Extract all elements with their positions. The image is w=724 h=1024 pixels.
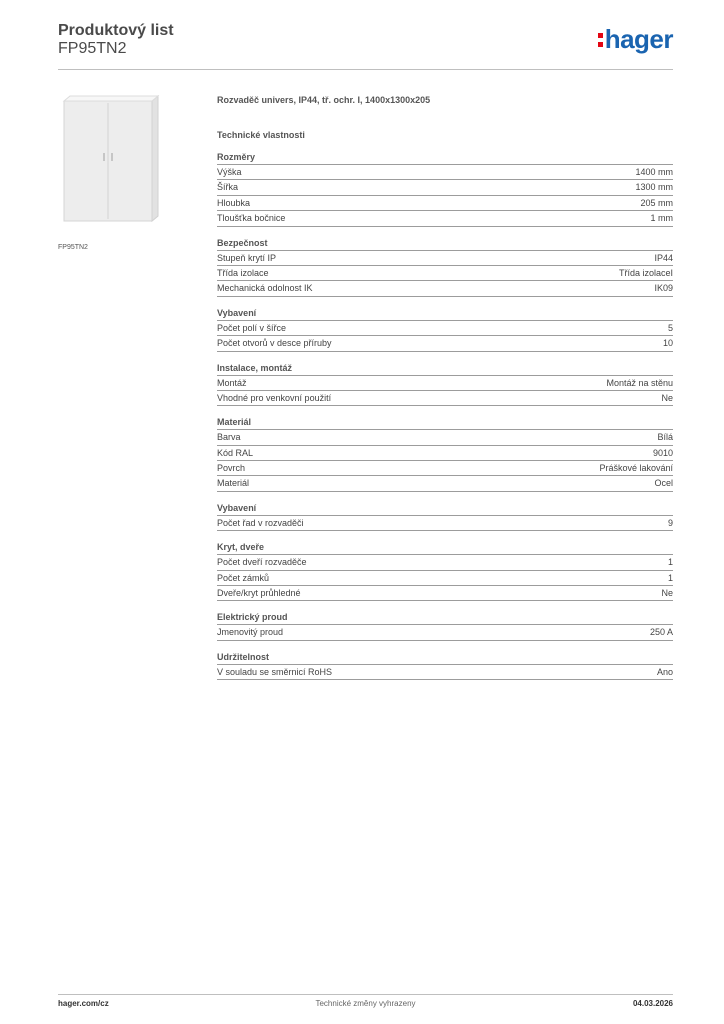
section-title: Instalace, montáž (217, 362, 293, 373)
section-title: Kryt, dveře (217, 542, 265, 553)
spec-value: 205 mm (640, 197, 673, 208)
footer-website: hager.com/cz (58, 999, 109, 1008)
spec-section (217, 541, 673, 601)
spec-label: Počet otvorů v desce příruby (217, 338, 332, 349)
spec-value: 1400 mm (635, 167, 673, 177)
spec-section (217, 611, 673, 640)
hager-logo (598, 26, 673, 52)
spec-row (217, 250, 673, 265)
spec-label: Šířka (217, 182, 239, 193)
spec-value: 9 (667, 517, 673, 528)
spec-row (217, 664, 673, 680)
spec-section (217, 237, 673, 297)
spec-value: 250 A (649, 627, 673, 638)
spec-label: V souladu se směrnicí RoHS (217, 666, 333, 677)
section-title: Elektrický proud (217, 612, 288, 623)
page-header (58, 20, 673, 70)
spec-label: Montáž (217, 377, 247, 388)
spec-label: Třída izolace (217, 267, 269, 278)
spec-row (217, 460, 673, 475)
spec-section (217, 502, 673, 531)
spec-section (217, 151, 673, 227)
logo-dots-icon (598, 33, 603, 47)
spec-value: 9010 (652, 447, 673, 458)
spec-row (217, 429, 673, 444)
product-name: Rozvaděč univers, IP44, tř. ochr. I, 1400x1300x205 (217, 95, 431, 105)
spec-value: Bílá (657, 432, 673, 443)
spec-row (217, 179, 673, 194)
spec-value: Třída izolaceI (618, 267, 673, 278)
spec-value: 5 (667, 322, 673, 333)
spec-label: Mechanická odolnost IK (217, 283, 313, 294)
brand-name: hager (604, 24, 673, 54)
spec-value: 10 (662, 338, 673, 349)
spec-row (217, 280, 673, 296)
spec-label: Výška (217, 167, 242, 177)
spec-value: Ne (661, 392, 673, 403)
spec-value: Ano (656, 666, 673, 677)
spec-label: Počet dveří rozvaděče (217, 557, 307, 568)
section-title: Materiál (217, 417, 252, 428)
page-footer (58, 994, 673, 1015)
tech-properties-heading: Technické vlastnosti (217, 130, 305, 140)
footer-date: 04.03.2026 (632, 999, 673, 1008)
spec-row (217, 320, 673, 335)
spec-label: Povrch (217, 463, 246, 474)
spec-row (217, 554, 673, 569)
spec-label: Počet řad v rozvaděči (217, 517, 304, 528)
product-code: FP95TN2 (58, 40, 127, 57)
spec-section (217, 362, 673, 407)
spec-value: Ne (661, 588, 673, 599)
spec-section (217, 416, 673, 492)
spec-value: 1 (667, 572, 673, 583)
spec-value: Ocel (654, 478, 673, 489)
spec-label: Vhodné pro venkovní použití (217, 392, 332, 403)
section-title: Udržitelnost (217, 651, 270, 662)
spec-row (217, 445, 673, 460)
cabinet-illustration-icon (58, 95, 202, 239)
spec-row (217, 624, 673, 640)
section-title: Vybavení (217, 502, 257, 513)
spec-row (217, 375, 673, 390)
spec-label: Kód RAL (217, 447, 254, 458)
image-caption: FP95TN2 (58, 244, 88, 251)
section-title: Rozměry (217, 152, 256, 162)
spec-row (217, 570, 673, 585)
spec-content (217, 93, 673, 690)
spec-row (217, 265, 673, 280)
spec-row (217, 164, 673, 179)
spec-value: Práškové lakování (599, 463, 673, 474)
spec-label: Počet zámků (217, 572, 270, 583)
spec-value: Montáž na stěnu (606, 377, 673, 388)
spec-row (217, 210, 673, 226)
spec-value: IK09 (654, 283, 673, 294)
page-title: Produktový list (58, 22, 174, 39)
spec-row (217, 335, 673, 351)
spec-value: 1 (667, 557, 673, 568)
spec-label: Dveře/kryt průhledné (217, 588, 301, 599)
section-title: Bezpečnost (217, 237, 268, 248)
spec-section (217, 307, 673, 352)
spec-label: Hloubka (217, 197, 251, 208)
spec-row (217, 515, 673, 531)
section-title: Vybavení (217, 307, 257, 318)
spec-label: Materiál (217, 478, 250, 489)
spec-value: 1 mm (650, 213, 673, 224)
spec-value: 1300 mm (635, 182, 673, 193)
spec-row (217, 195, 673, 210)
spec-row (217, 475, 673, 491)
product-image (58, 95, 202, 239)
spec-label: Tloušťka bočnice (217, 213, 286, 224)
spec-label: Stupeň krytí IP (217, 252, 277, 263)
footer-disclaimer: Technické změny vyhrazeny (315, 999, 416, 1008)
spec-label: Počet polí v šířce (217, 322, 287, 333)
spec-row (217, 585, 673, 601)
spec-section (217, 651, 673, 680)
spec-label: Jmenovitý proud (217, 627, 284, 638)
spec-row (217, 390, 673, 406)
spec-value: IP44 (654, 252, 673, 263)
spec-sections (217, 151, 673, 680)
spec-label: Barva (217, 432, 241, 443)
